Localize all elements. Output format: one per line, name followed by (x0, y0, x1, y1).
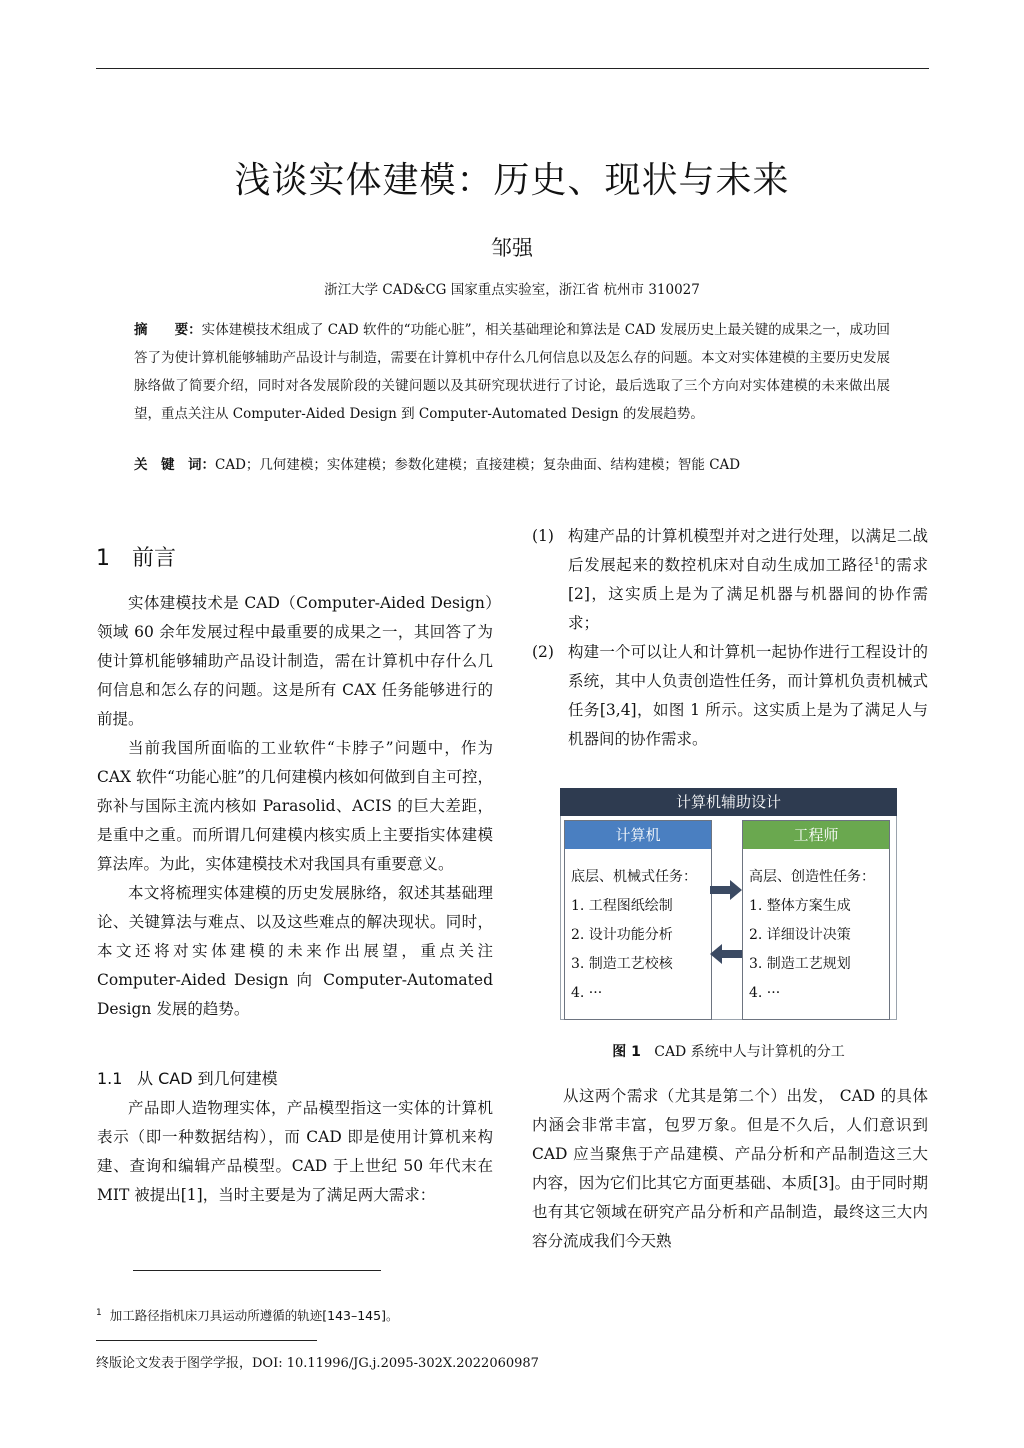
engineer-box-title: 工程师 (743, 821, 889, 849)
list-item-text-cont: 的需求[2]，这实质上是为了满足机器与机器间的协作需求； (568, 556, 928, 632)
paragraph: 本文将梳理实体建模的历史发展脉络，叙述其基础理论、关键算法与难点、以及这些难点的解决现状。同时，本文还将对实体建模的未来作出展望，重点关注 Computer-Aided Design 向 Computer-Automated Design 发展的趋势。 (97, 884, 493, 1018)
computer-box (564, 820, 712, 1020)
keywords-label: 关 键 词： (134, 457, 215, 473)
computer-task-list (565, 849, 711, 1008)
engineer-box (742, 820, 890, 1020)
footnote-ref[interactable]: 1 (873, 556, 880, 567)
needs-list (532, 522, 928, 754)
paragraph: 从这两个需求（尤其是第二个）出发， CAD 的具体内涵会非常丰富，包罗万象。但是不久后，人们意识到 CAD 应当聚焦于产品建模、产品分析和产品制造这三大内容，因为它们比其它方面更基础、本质[3]。由于同时期也有其它领域在研究产品分析和产品制造，最终这三大内容分流成我们今天熟 (532, 1087, 928, 1250)
figure-caption (560, 1041, 897, 1061)
doi-rule (96, 1340, 317, 1341)
list-item: 1. 工程图纸绘制 (571, 898, 673, 914)
footnote-mark: 1 (96, 1307, 102, 1318)
footnote (96, 1306, 398, 1324)
list-item: 1. 整体方案生成 (749, 898, 851, 914)
paragraph: 实体建模技术是 CAD（Computer-Aided Design）领域 60 余年发展过程中最重要的成果之一，其回答了为使计算机能够辅助产品设计制造，需在计算机中存什么几何信息和怎么存的问题。这是所有 CAX 任务能够进行的前提。 (97, 594, 493, 728)
subsection-number: 1.1 (97, 1069, 123, 1088)
doi-line: 终版论文发表于图学学报，DOI: 10.11996/JG.j.2095-302X.2022060987 (96, 1356, 539, 1371)
list-item: 4. ··· (749, 985, 781, 1001)
subsection-title: 从 CAD 到几何建模 (137, 1069, 278, 1088)
list-item-text: 构建一个可以让人和计算机一起协作进行工程设计的系统，其中人负责创造性任务，而计算机负责机械式任务[3,4]，如图 1 所示。这实质上是为了满足人与机器间的协作需求。 (568, 643, 928, 748)
subsection-1-1-body (97, 1094, 493, 1210)
arrow-right-icon (710, 880, 742, 900)
section-number: 1 (96, 546, 110, 571)
abstract-text: 实体建模技术组成了 CAD 软件的“功能心脏”，相关基础理论和算法是 CAD 发展历史上最关键的成果之一，成功回答了为使计算机能够辅助产品设计与制造，需要在计算机中存什么几何信息以及怎么存的问题。本文对实体建模的主要历史发展脉络做了简要介绍，同时对各发展阶段的关键问题以及其研究现状进行了讨论，最后选取了三个方向对实体建模的未来做出展望，重点关注从 Computer-Aided Design 到 Computer-Automated Design 的发展趋势。 (134, 322, 891, 422)
paper-title: 浅谈实体建模：历史、现状与未来 (234, 160, 790, 201)
keywords (134, 451, 890, 479)
list-item: 4. ··· (571, 985, 603, 1001)
list-item-text: 构建产品的计算机模型并对之进行处理，以满足二战后发展起来的数控机床对自动生成加工路径 (568, 527, 928, 574)
figure-caption-label: 图 1 (612, 1044, 641, 1060)
paragraph: 当前我国所面临的工业软件“卡脖子”问题中，作为 CAX 软件“功能心脏”的几何建模内核如何做到自主可控，弥补与国际主流内核如 Parasolid、ACIS 的巨大差距，是重中之重。而所谓几何建模内核实质上主要指实体建模算法库。为此，实体建模技术对我国具有重要意义。 (97, 739, 493, 873)
figure-header: 计算机辅助设计 (560, 788, 897, 816)
list-item: 3. 制造工艺校核 (571, 956, 673, 972)
engineer-task-subtitle: 高层、创造性任务： (749, 869, 875, 885)
list-item-label: (1) (532, 527, 554, 545)
list-item: 2. 详细设计决策 (749, 927, 851, 943)
list-item: 2. 设计功能分析 (571, 927, 673, 943)
arrow-left-icon (710, 944, 742, 964)
subsection-heading-1-1 (97, 1066, 278, 1089)
list-item: 3. 制造工艺规划 (749, 956, 851, 972)
keywords-text: CAD；几何建模；实体建模；参数化建模；直接建模；复杂曲面、结构建模；智能 CAD (215, 457, 741, 473)
abstract-label: 摘 要： (134, 322, 202, 338)
list-item (532, 522, 928, 638)
figure-1 (560, 788, 897, 1020)
affiliation: 浙江大学 CAD&CG 国家重点实验室，浙江省 杭州市 310027 (324, 282, 700, 298)
section-title: 前言 (132, 546, 177, 571)
right-column-body (532, 1082, 928, 1256)
author-name: 邹强 (491, 236, 533, 260)
engineer-task-list (743, 849, 889, 1008)
section-heading-1 (96, 541, 176, 572)
section-1-body (97, 589, 493, 1024)
computer-box-title: 计算机 (565, 821, 711, 849)
abstract (134, 316, 890, 428)
computer-task-subtitle: 底层、机械式任务： (571, 869, 697, 885)
paragraph: 产品即人造物理实体，产品模型指这一实体的计算机表示（即一种数据结构），而 CAD 即是使用计算机来构建、查询和编辑产品模型。CAD 于上世纪 50 年代末在 MIT 被提出[1]，当时主要是为了满足两大需求： (97, 1099, 493, 1204)
header-rule (96, 68, 929, 69)
figure-caption-text: CAD 系统中人与计算机的分工 (654, 1044, 845, 1060)
footnote-text: 加工路径指机床刀具运动所遵循的轨迹[143–145]。 (109, 1308, 399, 1323)
footnote-rule (133, 1270, 381, 1271)
list-item (532, 638, 928, 754)
list-item-label: (2) (532, 643, 554, 661)
